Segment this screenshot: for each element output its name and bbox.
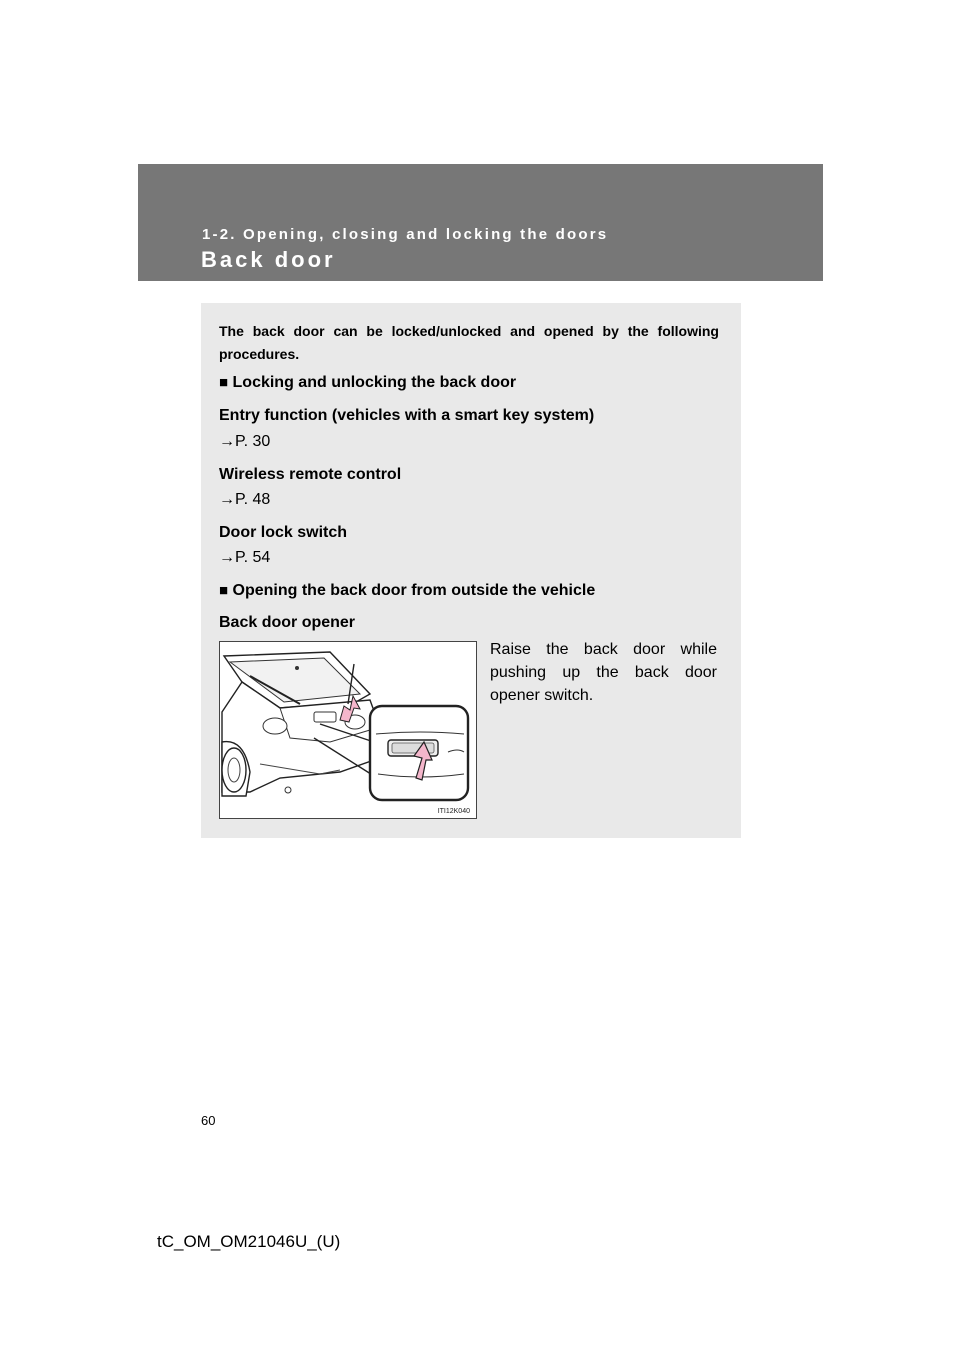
item-label-back-door-opener: Back door opener — [219, 614, 356, 631]
subsection-heading-locking: ■ Locking and unlocking the back door — [219, 374, 517, 391]
page-ref-link[interactable]: →P. 48 — [219, 491, 271, 508]
intro-text: The back door can be locked/unlocked and opened by the following procedures. — [219, 323, 719, 362]
opener-description: Raise the back door while pushing up the back door opener switch. — [490, 641, 717, 704]
item-label-wireless-remote: Wireless remote control — [219, 466, 402, 483]
item-label-entry-function: Entry function (vehicles with a smart key system) — [219, 407, 595, 424]
car-rear-illustration-icon — [220, 642, 476, 818]
figure-code: ITI12K040 — [437, 808, 470, 815]
square-bullet-icon: ■ — [219, 374, 229, 391]
subsection-heading-opening: ■ Opening the back door from outside the vehicle — [219, 582, 596, 599]
page-title: Back door — [201, 247, 336, 272]
document-id: tC_OM_OM21046U_(U) — [157, 1232, 341, 1251]
back-door-illustration — [219, 641, 477, 819]
item-label-door-lock-switch: Door lock switch — [219, 524, 348, 541]
section-title: 1-2. Opening, closing and locking the doors — [202, 226, 609, 243]
page-ref-link[interactable]: →P. 54 — [219, 549, 271, 566]
page-ref-link[interactable]: →P. 30 — [219, 433, 271, 450]
content-panel — [201, 303, 741, 838]
page-number: 60 — [201, 1113, 216, 1128]
square-bullet-icon: ■ — [219, 582, 229, 599]
page-header — [138, 164, 823, 281]
